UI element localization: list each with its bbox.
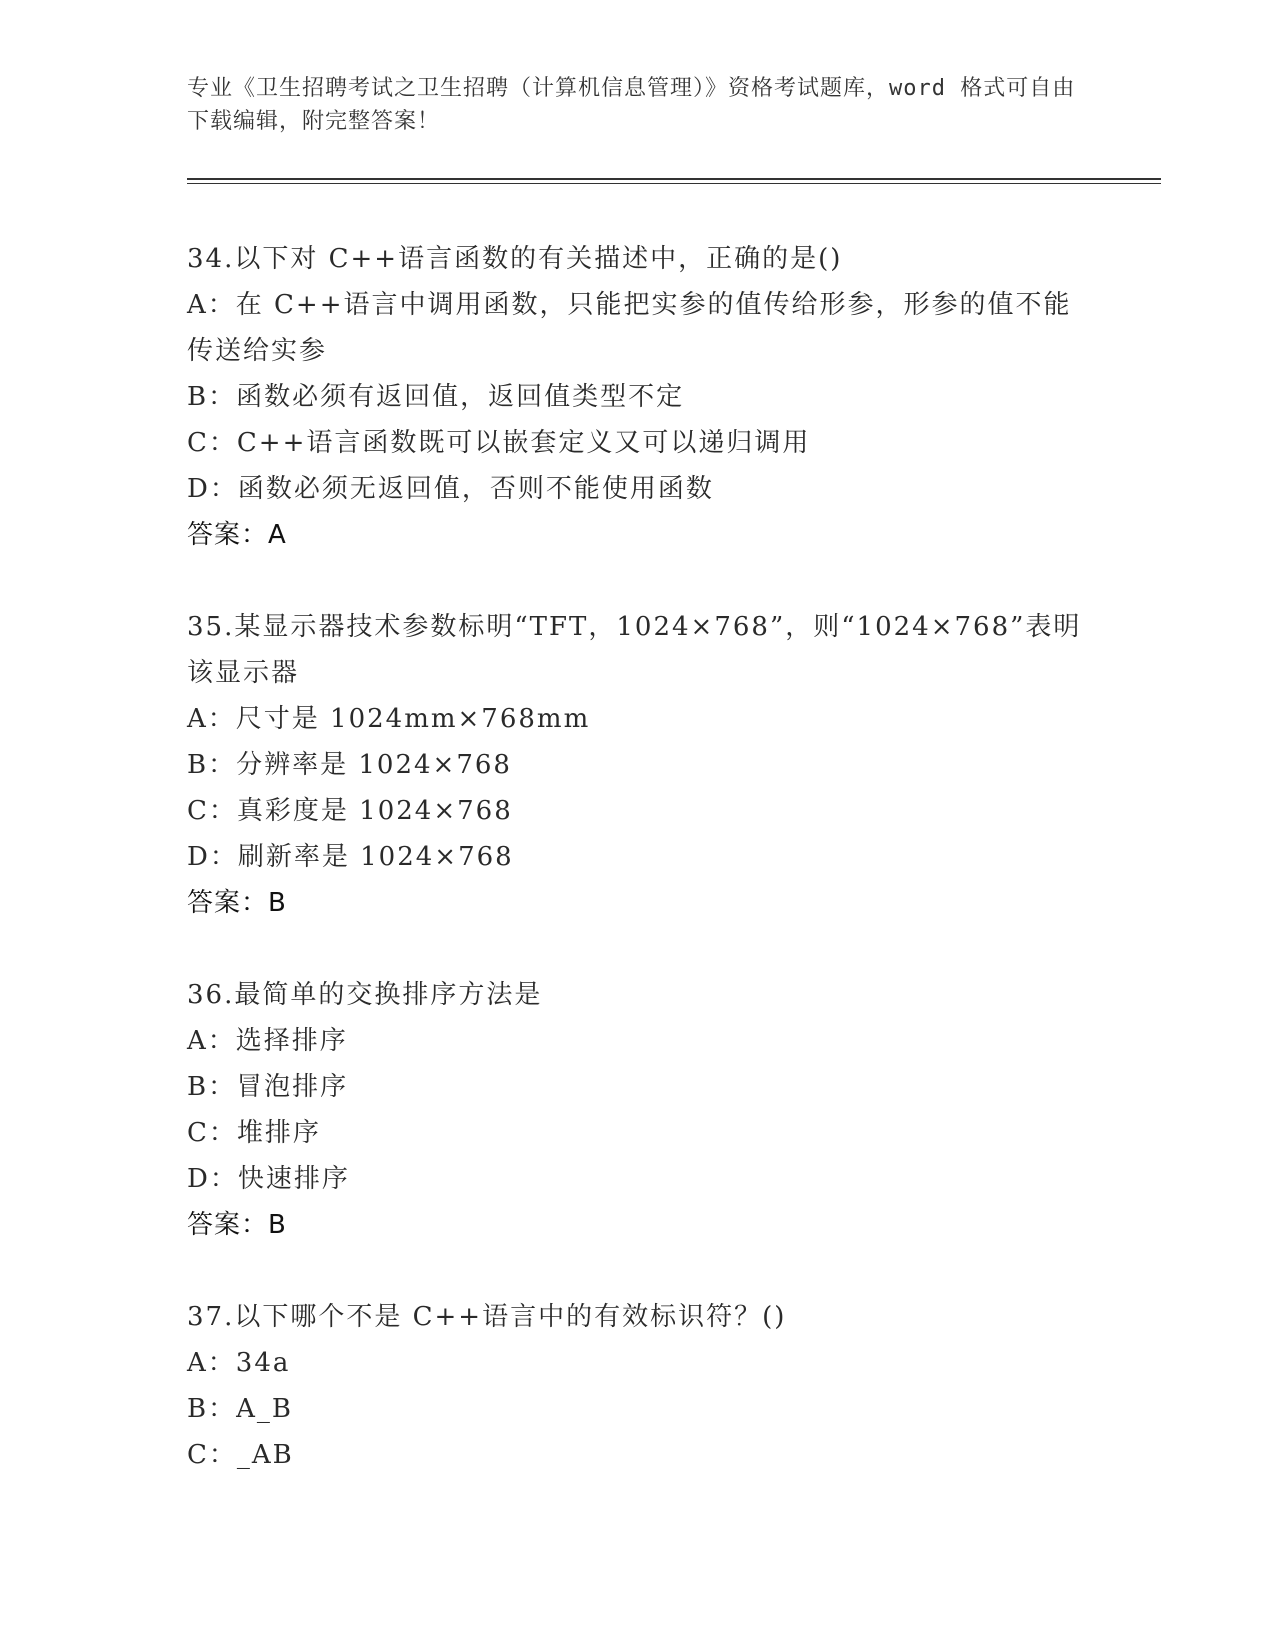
option-a: A：在 C++语言中调用函数，只能把实参的值传给形参，形参的值不能传送给实参 xyxy=(187,290,1072,366)
option-c: C：真彩度是 1024×768 xyxy=(187,796,513,826)
header-divider-bottom xyxy=(187,183,1161,184)
option-d: D：快速排序 xyxy=(187,1164,350,1194)
option-a: A：34a xyxy=(187,1348,291,1378)
question-34 xyxy=(187,236,1087,558)
answer-label: 答案：B xyxy=(187,888,287,918)
question-36 xyxy=(187,972,1087,1248)
header-divider-top xyxy=(187,178,1161,180)
option-c: C：堆排序 xyxy=(187,1118,321,1148)
option-c: C：C++语言函数既可以嵌套定义又可以递归调用 xyxy=(187,428,811,458)
question-list xyxy=(187,236,1087,1524)
document-header xyxy=(187,72,1087,138)
question-stem: 34.以下对 C++语言函数的有关描述中，正确的是() xyxy=(187,244,843,274)
option-d: D：刷新率是 1024×768 xyxy=(187,842,514,872)
question-stem: 35.某显示器技术参数标明“TFT，1024×768”，则“1024×768”表明该显示器 xyxy=(187,612,1082,688)
option-b: B：分辨率是 1024×768 xyxy=(187,750,512,780)
option-c: C：_AB xyxy=(187,1440,294,1470)
question-35 xyxy=(187,604,1087,926)
option-a: A：选择排序 xyxy=(187,1026,348,1056)
answer-label: 答案：B xyxy=(187,1210,287,1240)
question-37 xyxy=(187,1294,1087,1478)
option-d: D：函数必须无返回值，否则不能使用函数 xyxy=(187,474,714,504)
header-text: 专业《卫生招聘考试之卫生招聘（计算机信息管理）》资格考试题库，word 格式可自由下载编辑，附完整答案！ xyxy=(187,76,1076,134)
option-b: B：函数必须有返回值，返回值类型不定 xyxy=(187,382,685,412)
option-b: B：冒泡排序 xyxy=(187,1072,349,1102)
option-a: A：尺寸是 1024mm×768mm xyxy=(187,704,591,734)
answer-label: 答案：A xyxy=(187,520,287,550)
question-stem: 36.最简单的交换排序方法是 xyxy=(187,980,543,1010)
option-b: B：A_B xyxy=(187,1394,293,1424)
question-stem: 37.以下哪个不是 C++语言中的有效标识符？() xyxy=(187,1302,787,1332)
